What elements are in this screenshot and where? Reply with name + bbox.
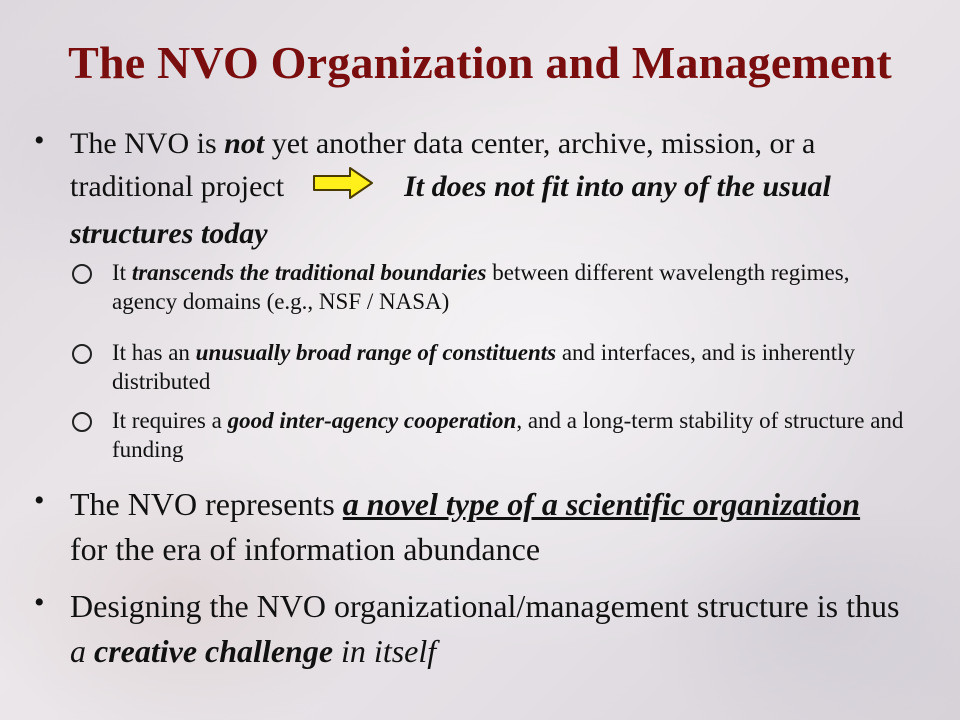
text-run: for the era of information abundance bbox=[70, 531, 541, 567]
text-run: between different wavelength regimes, agency domains (e.g., NSF / NASA) bbox=[112, 260, 850, 314]
bullet-item-novel-organization bbox=[34, 482, 904, 572]
bullet-text bbox=[70, 584, 904, 674]
text-run: yet another data center, archive, mission, or a traditional project bbox=[70, 127, 816, 203]
emphasis-text: creative challenge bbox=[94, 633, 334, 669]
hollow-circle-icon bbox=[72, 264, 92, 284]
text-run: It requires a bbox=[112, 408, 228, 433]
sub-bullet-item-transcends bbox=[72, 258, 912, 316]
sub-bullet-text bbox=[112, 258, 912, 316]
text-run: The NVO represents bbox=[70, 486, 343, 522]
text-run: Designing the NVO organizational/management structure is thus bbox=[70, 588, 900, 624]
text-run: and interfaces, and is inherently distributed bbox=[112, 340, 855, 394]
bullet-item-not-data-center bbox=[34, 122, 904, 255]
sub-bullet-text bbox=[112, 406, 912, 464]
hollow-circle-icon bbox=[72, 412, 92, 432]
bullet-item-creative-challenge bbox=[34, 584, 904, 674]
bullet-dot-icon: • bbox=[34, 586, 45, 619]
slide-title: The NVO Organization and Management bbox=[68, 37, 892, 88]
text-run: It bbox=[112, 260, 132, 285]
text-run: It has an bbox=[112, 340, 196, 365]
sub-bullet-item-constituents bbox=[72, 338, 912, 396]
emphasis-text: It does not fit into any of the usual structures today bbox=[70, 170, 831, 251]
bullet-dot-icon: • bbox=[34, 484, 45, 517]
emphasis-underlined-text: a novel type of a scientific organization bbox=[342, 486, 861, 522]
emphasis-text: not bbox=[224, 127, 265, 160]
emphasis-text: unusually broad range of constituents bbox=[195, 340, 557, 365]
right-arrow-icon bbox=[312, 166, 374, 212]
text-run: The NVO is bbox=[70, 127, 225, 160]
italic-text: a bbox=[70, 633, 94, 669]
bullet-dot-icon: • bbox=[34, 124, 45, 157]
text-run: , and a long-term stability of structure and funding bbox=[112, 408, 904, 462]
sub-bullet-text bbox=[112, 338, 912, 396]
hollow-circle-icon bbox=[72, 344, 92, 364]
emphasis-text: transcends the traditional boundaries bbox=[131, 260, 487, 285]
italic-text: in itself bbox=[333, 633, 437, 669]
bullet-text bbox=[70, 482, 904, 572]
emphasis-text: good inter-agency cooperation bbox=[227, 408, 517, 433]
sub-bullet-item-cooperation bbox=[72, 406, 912, 464]
bullet-text bbox=[70, 122, 904, 255]
